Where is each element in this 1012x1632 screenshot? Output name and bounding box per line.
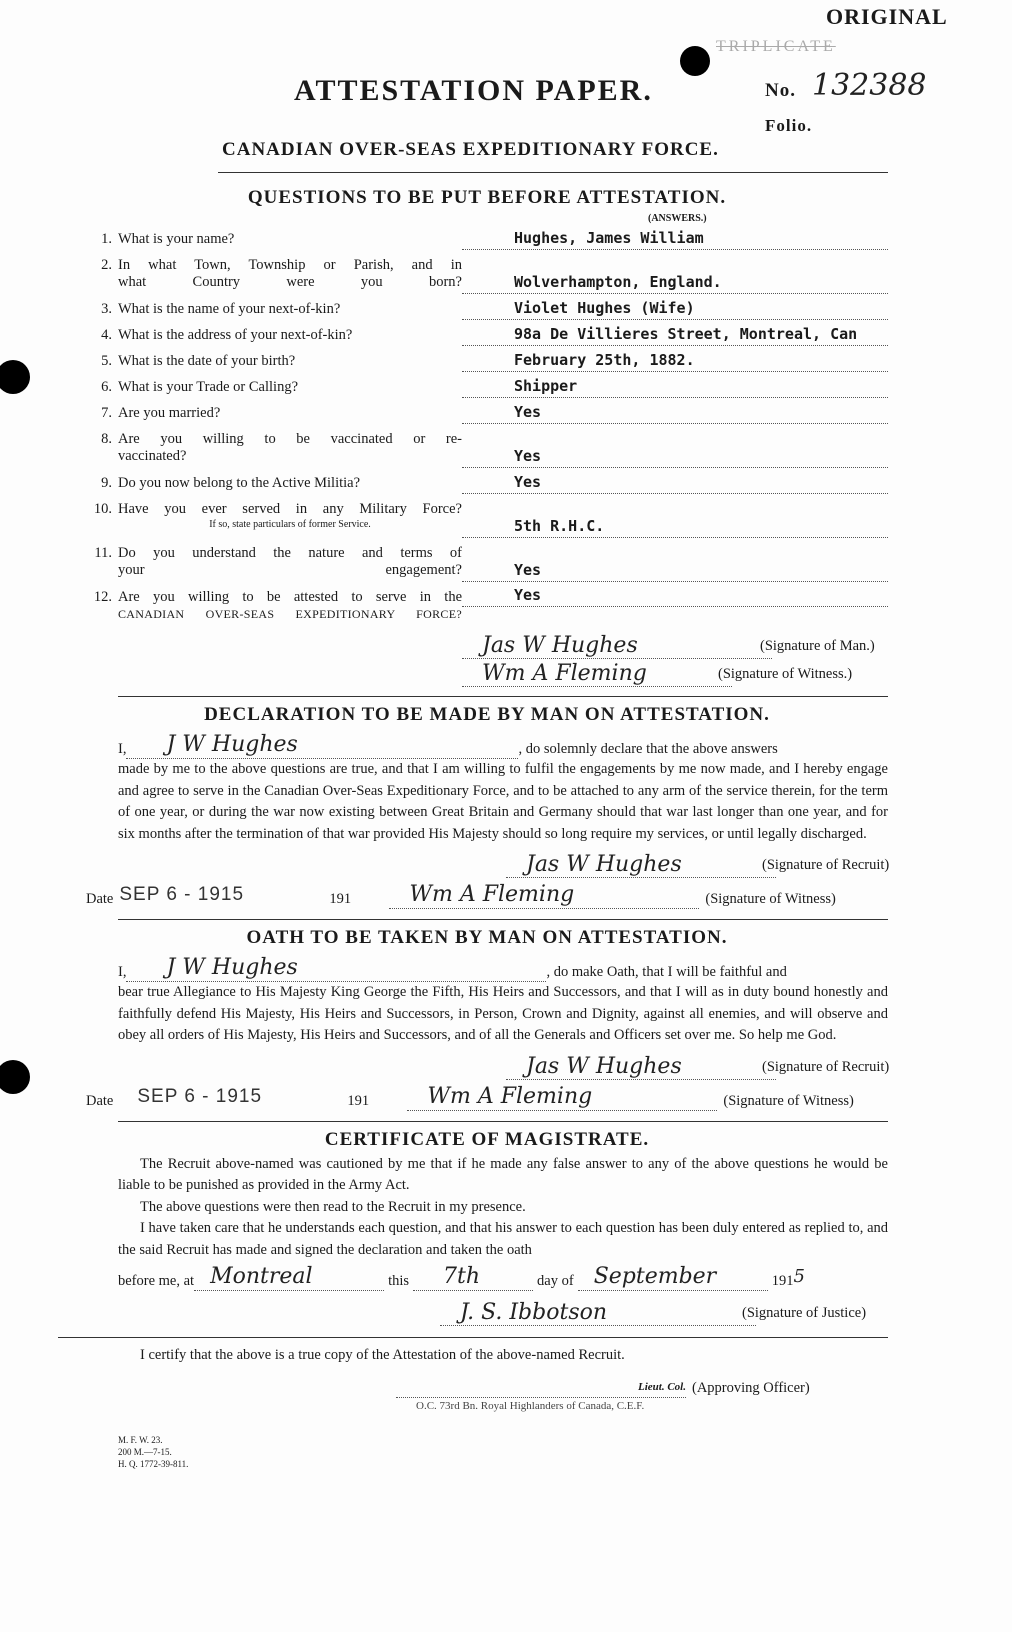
month-handwritten: September	[578, 1263, 768, 1291]
question-item	[86, 584, 888, 628]
answer-value: Yes	[462, 445, 888, 468]
oath-name: J W Hughes	[126, 954, 546, 982]
oath-i: I,	[118, 964, 127, 980]
question-text: In what Town, Township or Parish, and in	[118, 257, 462, 273]
answer-value: Yes	[462, 584, 888, 607]
oath-recruit-label: (Signature of Recruit)	[762, 1058, 890, 1075]
question-text: What is the date of your birth?	[118, 353, 296, 369]
question-number: 9.	[101, 475, 112, 491]
oath-date-label: Date	[86, 1092, 114, 1109]
declaration-date-row	[86, 879, 888, 909]
cert-year: 191	[771, 1273, 794, 1289]
oath-date-stamp: SEP 6 - 1915	[137, 1085, 263, 1107]
signature-witness-label: (Signature of Witness.)	[718, 666, 853, 682]
approving-label: (Approving Officer)	[692, 1380, 810, 1396]
oath-first-line	[86, 952, 888, 982]
answer-cell	[462, 296, 888, 322]
certificate-p1: The Recruit above-named was cautioned by me that if he made any false answer to any of the above questions he would be liable to be punished as provided in the Army Act.	[118, 1155, 888, 1193]
question-block	[118, 322, 462, 348]
oath-witness-label: (Signature of Witness)	[723, 1092, 854, 1109]
answer-value: Yes	[462, 559, 888, 582]
question-block	[118, 400, 462, 426]
question-text: Are you willing to be vaccinated or re-	[118, 431, 462, 447]
question-block	[118, 470, 462, 496]
before-me-row	[118, 1261, 888, 1291]
question-text: Do you understand the nature and terms of	[118, 545, 462, 561]
folio-label: Folio.	[765, 116, 813, 135]
declaration-heading: DECLARATION TO BE MADE BY MAN ON ATTESTATION.	[204, 704, 770, 725]
number-label: No.	[765, 80, 796, 101]
declaration-text: made by me to the above questions are true, and that I am willing to fulfil the engagements by me now made, and I hereby engage and agree to serve in the Canadian Over-Seas Expeditionary Force, and to be attached to any arm of the service therein, for the term of one year, or during the war now existing between Great Britain and Germany should that war last longer than one year, and for six months after the termination of that war provided His Majesty should so long require my services, or until legally discharged.	[118, 761, 888, 842]
question-block	[118, 540, 462, 584]
declaration-start: , do solemnly declare that the above answers	[518, 741, 778, 757]
question-number: 7.	[101, 405, 112, 421]
answers-label: (ANSWERS.)	[648, 213, 707, 224]
answer-value: 98a De Villieres Street, Montreal, Can	[462, 323, 888, 346]
question-number: 4.	[101, 327, 112, 343]
question-item	[86, 374, 888, 400]
footer-line: H. Q. 1772-39-811.	[118, 1459, 189, 1469]
question-text-cont: CANADIAN OVER-SEAS EXPEDITIONARY FORCE?	[118, 607, 462, 621]
question-block	[118, 584, 462, 628]
before-me-label: before me, at	[118, 1273, 195, 1289]
triplicate-struck: TRIPLICATE	[716, 38, 836, 55]
answer-value: Shipper	[462, 375, 888, 398]
question-number: 5.	[101, 353, 112, 369]
man-signature-row	[86, 632, 888, 660]
place-handwritten: Montreal	[194, 1263, 384, 1291]
question-text: Are you married?	[118, 405, 221, 421]
this-label: this	[388, 1273, 410, 1289]
question-item	[86, 252, 888, 296]
oath-witness-signature: Wm A Fleming	[407, 1083, 717, 1111]
question-item	[86, 470, 888, 496]
punch-hole	[0, 1060, 30, 1094]
answer-cell	[462, 540, 888, 584]
question-number: 8.	[101, 431, 112, 447]
footer-line: M. F. W. 23.	[118, 1435, 163, 1445]
questions-heading: QUESTIONS TO BE PUT BEFORE ATTESTATION.	[247, 187, 727, 208]
question-block	[118, 348, 462, 374]
question-text: What is your Trade or Calling?	[118, 379, 299, 395]
answer-value: Wolverhampton, England.	[462, 271, 888, 294]
question-text: What is the address of your next-of-kin?	[118, 327, 353, 343]
answer-cell	[462, 252, 888, 296]
question-number: 10.	[93, 501, 112, 517]
declaration-recruit-signature: Jas W Hughes	[506, 851, 776, 878]
question-text-cont: vaccinated?	[118, 448, 187, 464]
question-number: 1.	[101, 231, 112, 247]
oath-date-row	[86, 1081, 888, 1111]
question-number: 6.	[101, 379, 112, 395]
signature-man-label: (Signature of Man.)	[760, 638, 875, 654]
question-text-cont: your engagement?	[118, 562, 462, 578]
oath-recruit-signature: Jas W Hughes	[506, 1053, 776, 1080]
justice-signature: J. S. Ibbotson	[440, 1299, 756, 1326]
oath-text: bear true Allegiance to His Majesty King George the Fifth, His Heirs and Successors, and that I will as in duty bound honestly and faithfully defend His Majesty, His Heirs and Successors, in Person, Crown and Dignity, against all enemies, and will observe and obey all orders of His Majesty, His Heirs and Successors, and of all the Generals and Officers set over me. So help me God.	[118, 984, 888, 1043]
declaration-recruit-row	[86, 851, 888, 879]
answer-cell	[462, 584, 888, 628]
form-body	[86, 184, 888, 1470]
answer-value: 5th R.H.C.	[462, 515, 888, 538]
question-item	[86, 226, 888, 252]
answer-cell	[462, 496, 888, 540]
witness-signature-row	[86, 660, 888, 688]
justice-label: (Signature of Justice)	[742, 1305, 867, 1321]
declaration-witness-signature: Wm A Fleming	[389, 881, 699, 909]
answer-cell	[462, 426, 888, 470]
answer-value: Yes	[462, 401, 888, 424]
certificate-p2: The above questions were then read to the Recruit in my presence.	[140, 1198, 526, 1215]
answer-cell	[462, 374, 888, 400]
question-item	[86, 348, 888, 374]
oath-start: , do make Oath, that I will be faithful and	[546, 964, 787, 980]
declaration-name: J W Hughes	[126, 731, 518, 759]
punch-hole	[680, 46, 710, 76]
declaration-date-stamp: SEP 6 - 1915	[119, 884, 245, 905]
answer-cell	[462, 400, 888, 426]
footer-line: 200 M.—7-15.	[118, 1447, 172, 1457]
force-name: CANADIAN OVER-SEAS EXPEDITIONARY FORCE.	[222, 139, 719, 160]
question-text-cont: what Country were you born?	[118, 274, 462, 290]
question-text: Have you ever served in any Military Force?	[118, 501, 462, 517]
declaration-witness-label: (Signature of Witness)	[705, 891, 836, 907]
answer-value: February 25th, 1882.	[462, 349, 888, 372]
signature-witness: Wm A Fleming	[462, 660, 732, 687]
oath-heading: OATH TO BE TAKEN BY MAN ON ATTESTATION.	[246, 927, 728, 948]
oath-year: 191	[347, 1092, 370, 1109]
oath-recruit-row	[86, 1053, 888, 1081]
question-item	[86, 296, 888, 322]
question-block	[118, 496, 462, 540]
question-block	[118, 426, 462, 470]
question-block	[118, 296, 462, 322]
answer-value: Violet Hughes (Wife)	[462, 297, 888, 320]
answer-cell	[462, 348, 888, 374]
day-handwritten: 7th	[413, 1263, 533, 1291]
question-item	[86, 322, 888, 348]
cert-year-suffix: 5	[793, 1266, 805, 1287]
certificate-p3: I have taken care that he understands each question, and that his answer to each question has been duly entered as replied to, and the said Recruit has made and signed the declaration and taken the oath	[118, 1220, 888, 1258]
declaration-recruit-label: (Signature of Recruit)	[762, 857, 890, 873]
answer-value: Yes	[462, 471, 888, 494]
question-item	[86, 540, 888, 584]
approving-rank: Lieut. Col.	[396, 1377, 686, 1398]
answer-cell	[462, 226, 888, 252]
approving-row	[86, 1374, 888, 1398]
signature-man: Jas W Hughes	[462, 632, 772, 659]
form-footer	[86, 1434, 888, 1470]
answer-cell	[462, 322, 888, 348]
question-block	[118, 252, 462, 296]
answer-value: Hughes, James William	[462, 227, 888, 250]
question-item	[86, 426, 888, 470]
question-number: 11.	[94, 545, 112, 561]
original-label: ORIGINAL	[826, 4, 948, 29]
question-block	[118, 226, 462, 252]
attestation-number: 132388	[812, 68, 927, 103]
day-of-label: day of	[537, 1273, 574, 1289]
declaration-i: I,	[118, 741, 127, 757]
question-item	[86, 496, 888, 540]
punch-hole	[0, 360, 30, 394]
question-text: Are you willing to be attested to serve in the	[118, 589, 462, 605]
question-text: Do you now belong to the Active Militia?	[118, 475, 361, 491]
question-number: 2.	[101, 257, 112, 273]
question-text: What is the name of your next-of-kin?	[118, 301, 341, 317]
approving-unit: O.C. 73rd Bn. Royal Highlanders of Canada, C.E.F.	[416, 1400, 645, 1412]
certificate-heading: CERTIFICATE OF MAGISTRATE.	[324, 1128, 650, 1150]
question-number: 12.	[93, 589, 112, 605]
document-title: ATTESTATION PAPER.	[294, 74, 653, 107]
questions-list	[86, 226, 888, 628]
declaration-year: 191	[329, 891, 352, 907]
answer-cell	[462, 470, 888, 496]
question-block	[118, 374, 462, 400]
declaration-first-line	[86, 729, 888, 759]
declaration-date-label: Date	[86, 891, 114, 907]
question-text: What is your name?	[118, 231, 235, 247]
question-item	[86, 400, 888, 426]
certify-text: I certify that the above is a true copy of the Attestation of the above-named Recruit.	[140, 1347, 625, 1363]
question-number: 3.	[101, 301, 112, 317]
question-text-cont: If so, state particulars of former Service.	[209, 519, 371, 530]
justice-row	[86, 1299, 888, 1327]
